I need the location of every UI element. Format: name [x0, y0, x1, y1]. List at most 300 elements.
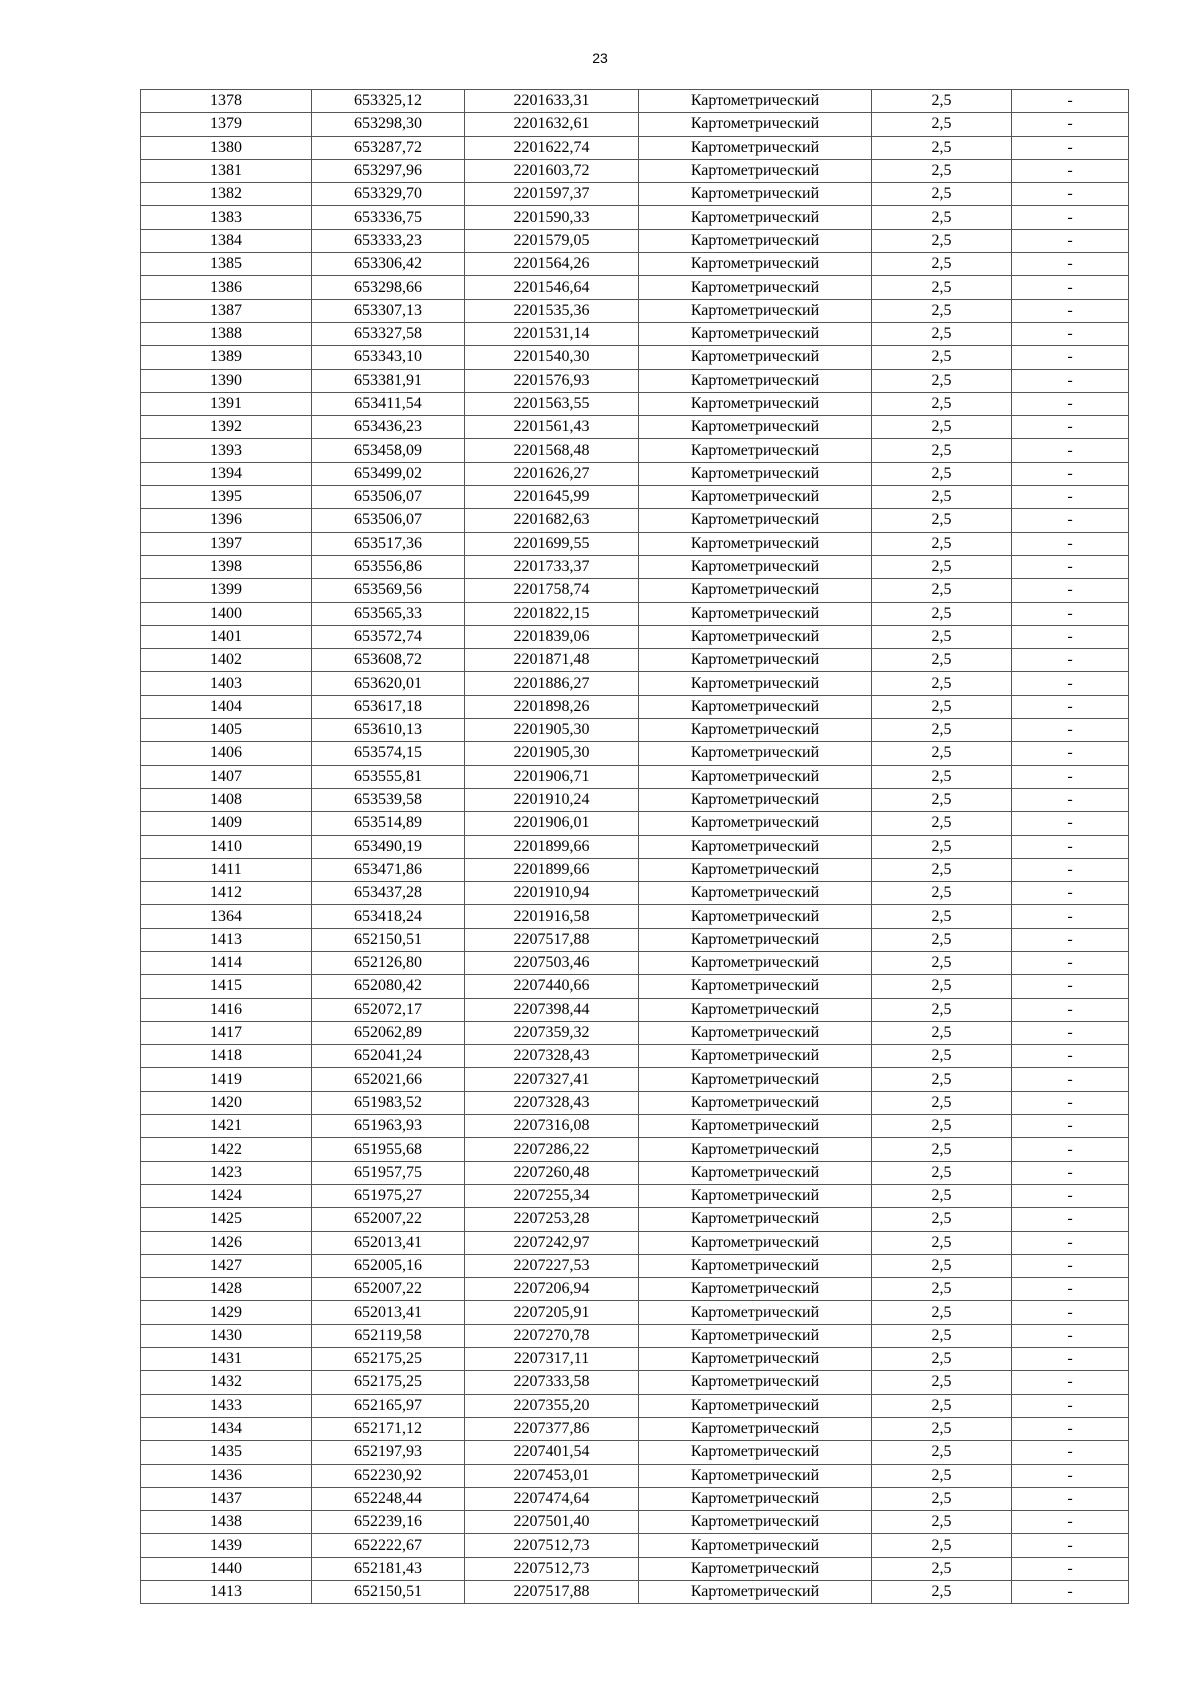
y-coordinate-cell: 2201540,30 [465, 346, 639, 369]
method-cell: Картометрический [639, 742, 872, 765]
point-number-cell: 1427 [141, 1254, 312, 1277]
x-coordinate-cell: 653297,96 [312, 159, 465, 182]
x-coordinate-cell: 653610,13 [312, 719, 465, 742]
x-coordinate-cell: 653333,23 [312, 229, 465, 252]
page-number: 23 [592, 50, 608, 66]
x-coordinate-cell: 652041,24 [312, 1045, 465, 1068]
x-coordinate-cell: 651983,52 [312, 1091, 465, 1114]
accuracy-cell: 2,5 [872, 276, 1012, 299]
accuracy-cell: 2,5 [872, 812, 1012, 835]
point-number-cell: 1426 [141, 1231, 312, 1254]
accuracy-cell: 2,5 [872, 229, 1012, 252]
accuracy-cell: 2,5 [872, 159, 1012, 182]
table-row [141, 1301, 1129, 1324]
accuracy-cell: 2,5 [872, 1138, 1012, 1161]
x-coordinate-cell: 653539,58 [312, 788, 465, 811]
y-coordinate-cell: 2207260,48 [465, 1161, 639, 1184]
description-cell: - [1012, 486, 1129, 509]
x-coordinate-cell: 653565,33 [312, 602, 465, 625]
description-cell: - [1012, 835, 1129, 858]
method-cell: Картометрический [639, 1511, 872, 1534]
table-row [141, 1278, 1129, 1301]
point-number-cell: 1397 [141, 532, 312, 555]
table-row [141, 1511, 1129, 1534]
table-row [141, 346, 1129, 369]
accuracy-cell: 2,5 [872, 1581, 1012, 1604]
description-cell: - [1012, 719, 1129, 742]
y-coordinate-cell: 2207242,97 [465, 1231, 639, 1254]
method-cell: Картометрический [639, 602, 872, 625]
description-cell: - [1012, 625, 1129, 648]
table-row [141, 486, 1129, 509]
y-coordinate-cell: 2207517,88 [465, 928, 639, 951]
y-coordinate-cell: 2207503,46 [465, 951, 639, 974]
table-row [141, 1184, 1129, 1207]
point-number-cell: 1380 [141, 136, 312, 159]
description-cell: - [1012, 1208, 1129, 1231]
description-cell: - [1012, 695, 1129, 718]
x-coordinate-cell: 653574,15 [312, 742, 465, 765]
table-row [141, 951, 1129, 974]
method-cell: Картометрический [639, 532, 872, 555]
x-coordinate-cell: 653569,56 [312, 579, 465, 602]
table-row [141, 719, 1129, 742]
description-cell: - [1012, 229, 1129, 252]
y-coordinate-cell: 2207474,64 [465, 1487, 639, 1510]
point-number-cell: 1435 [141, 1441, 312, 1464]
description-cell: - [1012, 742, 1129, 765]
accuracy-cell: 2,5 [872, 602, 1012, 625]
accuracy-cell: 2,5 [872, 858, 1012, 881]
method-cell: Картометрический [639, 183, 872, 206]
point-number-cell: 1384 [141, 229, 312, 252]
x-coordinate-cell: 652181,43 [312, 1557, 465, 1580]
x-coordinate-cell: 653336,75 [312, 206, 465, 229]
x-coordinate-cell: 652005,16 [312, 1254, 465, 1277]
description-cell: - [1012, 951, 1129, 974]
table-row [141, 276, 1129, 299]
description-cell: - [1012, 136, 1129, 159]
x-coordinate-cell: 652150,51 [312, 928, 465, 951]
method-cell: Картометрический [639, 1348, 872, 1371]
point-number-cell: 1405 [141, 719, 312, 742]
table-row [141, 1045, 1129, 1068]
method-cell: Картометрический [639, 882, 872, 905]
table-row [141, 765, 1129, 788]
y-coordinate-cell: 2201590,33 [465, 206, 639, 229]
point-number-cell: 1424 [141, 1184, 312, 1207]
description-cell: - [1012, 322, 1129, 345]
accuracy-cell: 2,5 [872, 509, 1012, 532]
y-coordinate-cell: 2201899,66 [465, 858, 639, 881]
point-number-cell: 1389 [141, 346, 312, 369]
table-row [141, 695, 1129, 718]
point-number-cell: 1418 [141, 1045, 312, 1068]
description-cell: - [1012, 299, 1129, 322]
description-cell: - [1012, 1581, 1129, 1604]
method-cell: Картометрический [639, 625, 872, 648]
table-row [141, 905, 1129, 928]
method-cell: Картометрический [639, 835, 872, 858]
description-cell: - [1012, 1045, 1129, 1068]
point-number-cell: 1396 [141, 509, 312, 532]
y-coordinate-cell: 2207206,94 [465, 1278, 639, 1301]
x-coordinate-cell: 652080,42 [312, 975, 465, 998]
accuracy-cell: 2,5 [872, 672, 1012, 695]
point-number-cell: 1400 [141, 602, 312, 625]
point-number-cell: 1378 [141, 90, 312, 113]
method-cell: Картометрический [639, 229, 872, 252]
description-cell: - [1012, 882, 1129, 905]
y-coordinate-cell: 2201906,01 [465, 812, 639, 835]
table-row [141, 1487, 1129, 1510]
x-coordinate-cell: 653620,01 [312, 672, 465, 695]
accuracy-cell: 2,5 [872, 206, 1012, 229]
description-cell: - [1012, 462, 1129, 485]
accuracy-cell: 2,5 [872, 113, 1012, 136]
coordinates-table-body [141, 90, 1129, 1604]
accuracy-cell: 2,5 [872, 1184, 1012, 1207]
description-cell: - [1012, 1557, 1129, 1580]
description-cell: - [1012, 1511, 1129, 1534]
x-coordinate-cell: 652222,67 [312, 1534, 465, 1557]
description-cell: - [1012, 183, 1129, 206]
x-coordinate-cell: 653307,13 [312, 299, 465, 322]
y-coordinate-cell: 2207328,43 [465, 1045, 639, 1068]
point-number-cell: 1409 [141, 812, 312, 835]
accuracy-cell: 2,5 [872, 579, 1012, 602]
method-cell: Картометрический [639, 1115, 872, 1138]
method-cell: Картометрический [639, 1208, 872, 1231]
point-number-cell: 1395 [141, 486, 312, 509]
method-cell: Картометрический [639, 812, 872, 835]
table-row [141, 462, 1129, 485]
table-row [141, 998, 1129, 1021]
x-coordinate-cell: 652230,92 [312, 1464, 465, 1487]
table-row [141, 299, 1129, 322]
x-coordinate-cell: 652062,89 [312, 1021, 465, 1044]
point-number-cell: 1434 [141, 1417, 312, 1440]
x-coordinate-cell: 653499,02 [312, 462, 465, 485]
y-coordinate-cell: 2201531,14 [465, 322, 639, 345]
accuracy-cell: 2,5 [872, 742, 1012, 765]
table-row [141, 625, 1129, 648]
x-coordinate-cell: 652013,41 [312, 1301, 465, 1324]
y-coordinate-cell: 2207355,20 [465, 1394, 639, 1417]
x-coordinate-cell: 652150,51 [312, 1581, 465, 1604]
point-number-cell: 1413 [141, 928, 312, 951]
y-coordinate-cell: 2207253,28 [465, 1208, 639, 1231]
x-coordinate-cell: 653418,24 [312, 905, 465, 928]
y-coordinate-cell: 2207501,40 [465, 1511, 639, 1534]
point-number-cell: 1422 [141, 1138, 312, 1161]
y-coordinate-cell: 2201899,66 [465, 835, 639, 858]
x-coordinate-cell: 653514,89 [312, 812, 465, 835]
y-coordinate-cell: 2201603,72 [465, 159, 639, 182]
point-number-cell: 1390 [141, 369, 312, 392]
table-row [141, 1394, 1129, 1417]
point-number-cell: 1432 [141, 1371, 312, 1394]
table-row [141, 532, 1129, 555]
point-number-cell: 1387 [141, 299, 312, 322]
accuracy-cell: 2,5 [872, 1534, 1012, 1557]
x-coordinate-cell: 653471,86 [312, 858, 465, 881]
method-cell: Картометрический [639, 1278, 872, 1301]
y-coordinate-cell: 2201905,30 [465, 719, 639, 742]
description-cell: - [1012, 975, 1129, 998]
y-coordinate-cell: 2207377,86 [465, 1417, 639, 1440]
x-coordinate-cell: 653506,07 [312, 509, 465, 532]
point-number-cell: 1392 [141, 416, 312, 439]
accuracy-cell: 2,5 [872, 695, 1012, 718]
table-row [141, 206, 1129, 229]
y-coordinate-cell: 2201916,58 [465, 905, 639, 928]
method-cell: Картометрический [639, 486, 872, 509]
description-cell: - [1012, 1487, 1129, 1510]
accuracy-cell: 2,5 [872, 1254, 1012, 1277]
description-cell: - [1012, 1371, 1129, 1394]
method-cell: Картометрический [639, 765, 872, 788]
accuracy-cell: 2,5 [872, 928, 1012, 951]
table-row [141, 1417, 1129, 1440]
y-coordinate-cell: 2207286,22 [465, 1138, 639, 1161]
method-cell: Картометрический [639, 788, 872, 811]
description-cell: - [1012, 928, 1129, 951]
method-cell: Картометрический [639, 1138, 872, 1161]
point-number-cell: 1385 [141, 253, 312, 276]
accuracy-cell: 2,5 [872, 765, 1012, 788]
description-cell: - [1012, 555, 1129, 578]
method-cell: Картометрический [639, 1091, 872, 1114]
table-row [141, 975, 1129, 998]
point-number-cell: 1436 [141, 1464, 312, 1487]
table-row [141, 322, 1129, 345]
y-coordinate-cell: 2207440,66 [465, 975, 639, 998]
x-coordinate-cell: 653411,54 [312, 392, 465, 415]
table-row [141, 1138, 1129, 1161]
description-cell: - [1012, 1278, 1129, 1301]
method-cell: Картометрический [639, 462, 872, 485]
method-cell: Картометрический [639, 928, 872, 951]
accuracy-cell: 2,5 [872, 1045, 1012, 1068]
accuracy-cell: 2,5 [872, 1394, 1012, 1417]
accuracy-cell: 2,5 [872, 882, 1012, 905]
accuracy-cell: 2,5 [872, 532, 1012, 555]
point-number-cell: 1404 [141, 695, 312, 718]
method-cell: Картометрический [639, 416, 872, 439]
accuracy-cell: 2,5 [872, 1301, 1012, 1324]
x-coordinate-cell: 653436,23 [312, 416, 465, 439]
method-cell: Картометрический [639, 1417, 872, 1440]
table-row [141, 1348, 1129, 1371]
description-cell: - [1012, 765, 1129, 788]
method-cell: Картометрический [639, 113, 872, 136]
point-number-cell: 1421 [141, 1115, 312, 1138]
y-coordinate-cell: 2201682,63 [465, 509, 639, 532]
description-cell: - [1012, 1324, 1129, 1347]
description-cell: - [1012, 1231, 1129, 1254]
y-coordinate-cell: 2201597,37 [465, 183, 639, 206]
accuracy-cell: 2,5 [872, 1371, 1012, 1394]
method-cell: Картометрический [639, 998, 872, 1021]
table-row [141, 1464, 1129, 1487]
description-cell: - [1012, 369, 1129, 392]
accuracy-cell: 2,5 [872, 253, 1012, 276]
y-coordinate-cell: 2201871,48 [465, 649, 639, 672]
accuracy-cell: 2,5 [872, 1348, 1012, 1371]
accuracy-cell: 2,5 [872, 1487, 1012, 1510]
point-number-cell: 1425 [141, 1208, 312, 1231]
x-coordinate-cell: 653325,12 [312, 90, 465, 113]
point-number-cell: 1414 [141, 951, 312, 974]
x-coordinate-cell: 653298,30 [312, 113, 465, 136]
accuracy-cell: 2,5 [872, 486, 1012, 509]
point-number-cell: 1407 [141, 765, 312, 788]
accuracy-cell: 2,5 [872, 1417, 1012, 1440]
y-coordinate-cell: 2207317,11 [465, 1348, 639, 1371]
point-number-cell: 1419 [141, 1068, 312, 1091]
method-cell: Картометрический [639, 975, 872, 998]
table-row [141, 1231, 1129, 1254]
description-cell: - [1012, 1348, 1129, 1371]
method-cell: Картометрический [639, 159, 872, 182]
x-coordinate-cell: 652165,97 [312, 1394, 465, 1417]
x-coordinate-cell: 653506,07 [312, 486, 465, 509]
x-coordinate-cell: 653287,72 [312, 136, 465, 159]
method-cell: Картометрический [639, 346, 872, 369]
method-cell: Картометрический [639, 1324, 872, 1347]
table-row [141, 1091, 1129, 1114]
table-row [141, 649, 1129, 672]
method-cell: Картометрический [639, 555, 872, 578]
description-cell: - [1012, 276, 1129, 299]
accuracy-cell: 2,5 [872, 183, 1012, 206]
description-cell: - [1012, 602, 1129, 625]
x-coordinate-cell: 653517,36 [312, 532, 465, 555]
method-cell: Картометрический [639, 1557, 872, 1580]
table-row [141, 928, 1129, 951]
x-coordinate-cell: 652171,12 [312, 1417, 465, 1440]
x-coordinate-cell: 651957,75 [312, 1161, 465, 1184]
method-cell: Картометрический [639, 1301, 872, 1324]
point-number-cell: 1429 [141, 1301, 312, 1324]
method-cell: Картометрический [639, 322, 872, 345]
description-cell: - [1012, 1021, 1129, 1044]
y-coordinate-cell: 2201910,24 [465, 788, 639, 811]
accuracy-cell: 2,5 [872, 1278, 1012, 1301]
description-cell: - [1012, 439, 1129, 462]
point-number-cell: 1388 [141, 322, 312, 345]
table-row [141, 1068, 1129, 1091]
description-cell: - [1012, 579, 1129, 602]
description-cell: - [1012, 392, 1129, 415]
method-cell: Картометрический [639, 276, 872, 299]
description-cell: - [1012, 1464, 1129, 1487]
y-coordinate-cell: 2201535,36 [465, 299, 639, 322]
point-number-cell: 1410 [141, 835, 312, 858]
description-cell: - [1012, 1301, 1129, 1324]
method-cell: Картометрический [639, 579, 872, 602]
x-coordinate-cell: 653458,09 [312, 439, 465, 462]
y-coordinate-cell: 2201898,26 [465, 695, 639, 718]
method-cell: Картометрический [639, 1184, 872, 1207]
accuracy-cell: 2,5 [872, 1511, 1012, 1534]
method-cell: Картометрический [639, 253, 872, 276]
table-row [141, 253, 1129, 276]
x-coordinate-cell: 652013,41 [312, 1231, 465, 1254]
table-row [141, 742, 1129, 765]
point-number-cell: 1428 [141, 1278, 312, 1301]
y-coordinate-cell: 2207327,41 [465, 1068, 639, 1091]
table-row [141, 602, 1129, 625]
description-cell: - [1012, 113, 1129, 136]
y-coordinate-cell: 2201758,74 [465, 579, 639, 602]
method-cell: Картометрический [639, 90, 872, 113]
point-number-cell: 1393 [141, 439, 312, 462]
point-number-cell: 1437 [141, 1487, 312, 1510]
description-cell: - [1012, 649, 1129, 672]
y-coordinate-cell: 2201645,99 [465, 486, 639, 509]
y-coordinate-cell: 2201626,27 [465, 462, 639, 485]
x-coordinate-cell: 652007,22 [312, 1208, 465, 1231]
x-coordinate-cell: 652175,25 [312, 1348, 465, 1371]
x-coordinate-cell: 653329,70 [312, 183, 465, 206]
point-number-cell: 1417 [141, 1021, 312, 1044]
accuracy-cell: 2,5 [872, 719, 1012, 742]
point-number-cell: 1383 [141, 206, 312, 229]
method-cell: Картометрический [639, 1487, 872, 1510]
table-row [141, 555, 1129, 578]
y-coordinate-cell: 2201910,94 [465, 882, 639, 905]
accuracy-cell: 2,5 [872, 1115, 1012, 1138]
accuracy-cell: 2,5 [872, 299, 1012, 322]
y-coordinate-cell: 2201632,61 [465, 113, 639, 136]
method-cell: Картометрический [639, 206, 872, 229]
x-coordinate-cell: 652248,44 [312, 1487, 465, 1510]
point-number-cell: 1406 [141, 742, 312, 765]
point-number-cell: 1382 [141, 183, 312, 206]
accuracy-cell: 2,5 [872, 1464, 1012, 1487]
accuracy-cell: 2,5 [872, 1068, 1012, 1091]
description-cell: - [1012, 1091, 1129, 1114]
x-coordinate-cell: 653343,10 [312, 346, 465, 369]
description-cell: - [1012, 159, 1129, 182]
description-cell: - [1012, 1254, 1129, 1277]
table-row [141, 509, 1129, 532]
description-cell: - [1012, 206, 1129, 229]
table-row [141, 1254, 1129, 1277]
point-number-cell: 1420 [141, 1091, 312, 1114]
y-coordinate-cell: 2201633,31 [465, 90, 639, 113]
x-coordinate-cell: 653298,66 [312, 276, 465, 299]
y-coordinate-cell: 2207205,91 [465, 1301, 639, 1324]
x-coordinate-cell: 653556,86 [312, 555, 465, 578]
point-number-cell: 1411 [141, 858, 312, 881]
method-cell: Картометрический [639, 649, 872, 672]
description-cell: - [1012, 1441, 1129, 1464]
x-coordinate-cell: 652007,22 [312, 1278, 465, 1301]
method-cell: Картометрический [639, 672, 872, 695]
accuracy-cell: 2,5 [872, 1441, 1012, 1464]
accuracy-cell: 2,5 [872, 905, 1012, 928]
table-row [141, 882, 1129, 905]
y-coordinate-cell: 2201906,71 [465, 765, 639, 788]
y-coordinate-cell: 2201561,43 [465, 416, 639, 439]
point-number-cell: 1433 [141, 1394, 312, 1417]
description-cell: - [1012, 1417, 1129, 1440]
point-number-cell: 1381 [141, 159, 312, 182]
point-number-cell: 1438 [141, 1511, 312, 1534]
